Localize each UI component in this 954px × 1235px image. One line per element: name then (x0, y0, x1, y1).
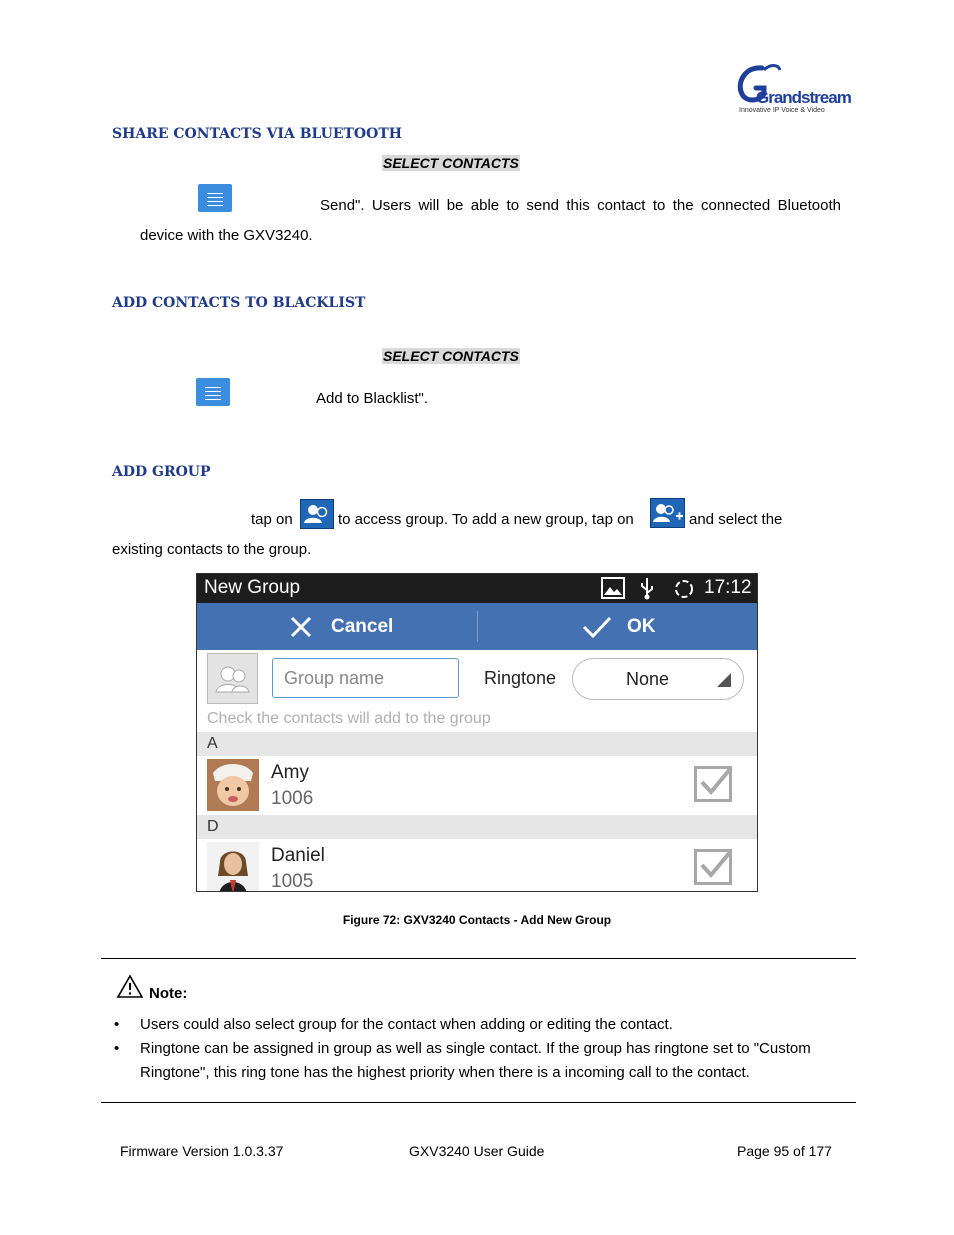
ringtone-label: Ringtone (484, 668, 557, 688)
status-bar (197, 574, 757, 603)
group-name-input[interactable] (272, 658, 459, 698)
contact-checkbox[interactable] (694, 766, 732, 802)
note-label: Note: (149, 985, 188, 1002)
group-text-line2: existing contacts to the group. (112, 541, 312, 558)
footer-firmware: Firmware Version 1.0.3.37 (120, 1143, 284, 1159)
new-group-screenshot (196, 573, 758, 892)
screen-title: New Group (204, 577, 301, 598)
footer-guide: GXV3240 User Guide (409, 1143, 545, 1159)
usb-icon (639, 576, 655, 605)
contact-name: Daniel (271, 845, 325, 866)
sync-icon (673, 578, 695, 605)
group-heading: ADD GROUP (112, 464, 211, 480)
group-icon (300, 499, 334, 529)
checkmark-icon (699, 849, 733, 881)
share-text-line1: Send". Users will be able to send this contact to the connected Bluetooth (320, 197, 841, 214)
close-icon (289, 615, 313, 639)
grandstream-logo (734, 60, 851, 118)
blacklist-heading: ADD CONTACTS TO BLACKLIST (112, 295, 366, 311)
amy-avatar (207, 759, 259, 811)
ringtone-select[interactable] (572, 658, 744, 700)
ok-label: OK (627, 616, 656, 637)
section-letter: A (207, 735, 218, 752)
checkmark-icon (699, 766, 733, 798)
warning-icon (116, 974, 144, 999)
note-top-rule (101, 958, 856, 959)
contact-number: 1005 (271, 871, 314, 892)
action-bar (197, 603, 757, 650)
dropdown-triangle-icon (717, 673, 731, 687)
ok-button[interactable] (478, 603, 757, 650)
logo-tagline: Innovative IP Voice & Video (739, 107, 825, 114)
bullet: • (114, 1040, 120, 1057)
note-bullet1: Users could also select group for the contact when adding or editing the contact. (140, 1016, 673, 1033)
cancel-label: Cancel (331, 616, 394, 637)
group-text-tap: tap on (251, 511, 293, 528)
section-header (197, 815, 757, 839)
contact-row-amy[interactable] (197, 756, 757, 814)
bullet: • (114, 1016, 120, 1033)
contact-name: Amy (271, 762, 309, 783)
status-time: 17:12 (704, 577, 752, 598)
contact-number: 1006 (271, 788, 314, 809)
blacklist-tag: SELECT CONTACTS (383, 348, 519, 364)
group-name-placeholder: Group name (284, 668, 385, 688)
share-text-line2: device with the GXV3240. (140, 227, 313, 244)
group-avatar[interactable] (207, 653, 258, 704)
hint-text: Check the contacts will add to the group (207, 710, 491, 727)
picture-icon (601, 577, 625, 599)
daniel-avatar (207, 842, 259, 892)
menu-icon (198, 184, 232, 212)
cancel-button[interactable] (197, 603, 477, 650)
footer-page: Page 95 of 177 (737, 1143, 832, 1159)
share-tag: SELECT CONTACTS (383, 155, 519, 171)
add-group-icon (650, 498, 685, 528)
note-bottom-rule (101, 1102, 856, 1103)
group-text-select: and select the (689, 511, 783, 528)
group-text-access: to access group. To add a new group, tap on (338, 511, 634, 528)
share-heading: SHARE CONTACTS VIA BLUETOOTH (112, 126, 402, 142)
section-header (197, 732, 757, 756)
blacklist-text: Add to Blacklist". (316, 390, 429, 407)
contact-checkbox[interactable] (694, 849, 732, 885)
check-icon (582, 615, 612, 639)
section-letter: D (207, 818, 219, 835)
contact-row-daniel[interactable] (197, 839, 757, 892)
logo-brand: Grandstream (756, 88, 851, 107)
menu-icon (196, 378, 230, 406)
ringtone-value: None (626, 669, 670, 689)
figure-caption: Figure 72: GXV3240 Contacts - Add New Group (342, 913, 612, 927)
note-bullet2-line1: Ringtone can be assigned in group as well as single contact. If the group has ringtone set to "Custom (140, 1040, 811, 1057)
note-bullet2-line2: Ringtone", this ring tone has the highest priority when there is a incoming call to the contact. (140, 1064, 750, 1081)
